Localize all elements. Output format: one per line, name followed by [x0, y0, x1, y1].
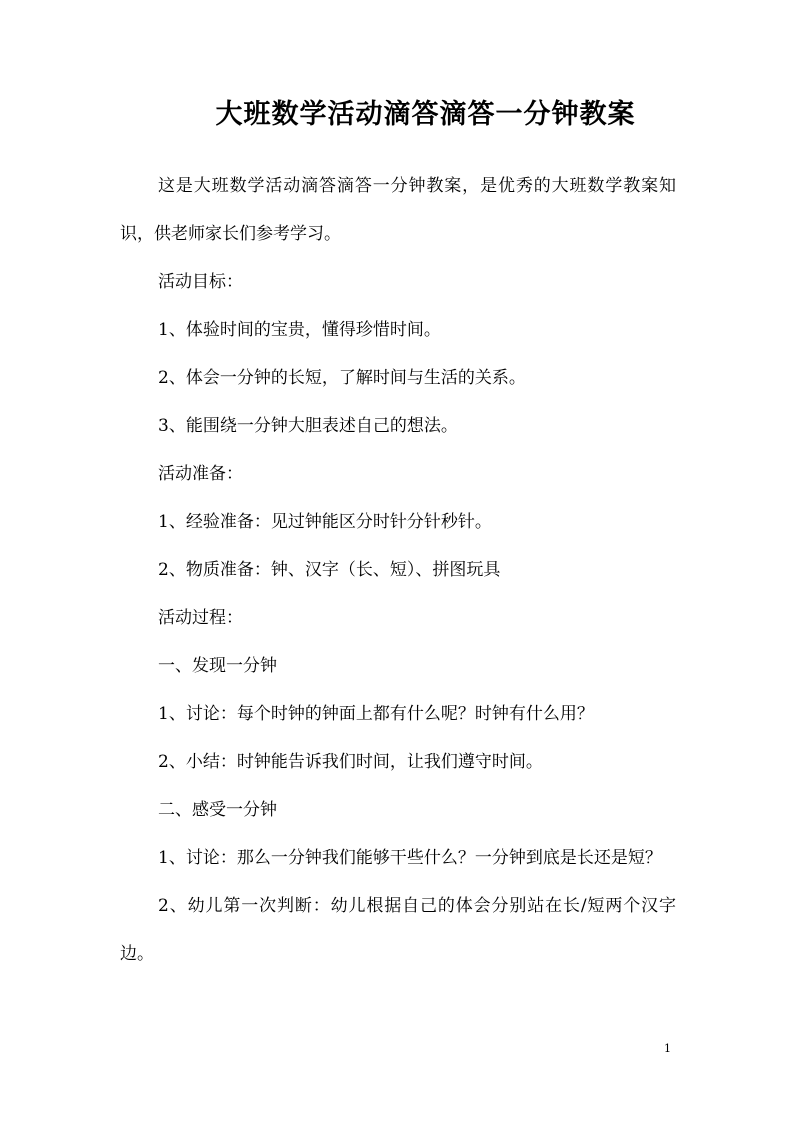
page-number: 1: [664, 1042, 671, 1055]
document-body: [120, 162, 676, 978]
process-item-1-2: 2、小结：时钟能告诉我们时间，让我们遵守时间。: [158, 752, 543, 772]
section-heading-process: 活动过程：: [158, 608, 243, 628]
preparation-item-1: 1、经验准备：见过钟能区分时针分针秒针。: [158, 512, 492, 532]
goal-item-2: 2、体会一分钟的长短，了解时间与生活的关系。: [158, 368, 526, 388]
document-title: 大班数学活动滴答滴答一分钟教案: [215, 99, 636, 130]
process-item-2-1: 1、讨论：那么一分钟我们能够干些什么？一分钟到底是长还是短？: [158, 848, 662, 868]
process-step-heading-2: 二、感受一分钟: [158, 800, 277, 820]
process-step-heading-1: 一、发现一分钟: [158, 656, 277, 676]
goal-item-1: 1、体验时间的宝贵，懂得珍惜时间。: [158, 320, 441, 340]
preparation-item-2: 2、物质准备：钟、汉字（长、短）、拼图玩具: [158, 560, 501, 580]
process-item-1-1: 1、讨论：每个时钟的钟面上都有什么呢？时钟有什么用？: [158, 704, 594, 724]
section-heading-preparation: 活动准备：: [158, 464, 243, 484]
section-heading-goals: 活动目标：: [158, 272, 243, 292]
intro-paragraph: 这是大班数学活动滴答滴答一分钟教案，是优秀的大班数学教案知识，供老师家长们参考学习。: [120, 176, 676, 244]
process-item-2-2: 2、幼儿第一次判断：幼儿根据自己的体会分别站在长/短两个汉字边。: [120, 896, 676, 964]
goal-item-3: 3、能围绕一分钟大胆表述自己的想法。: [158, 416, 458, 436]
